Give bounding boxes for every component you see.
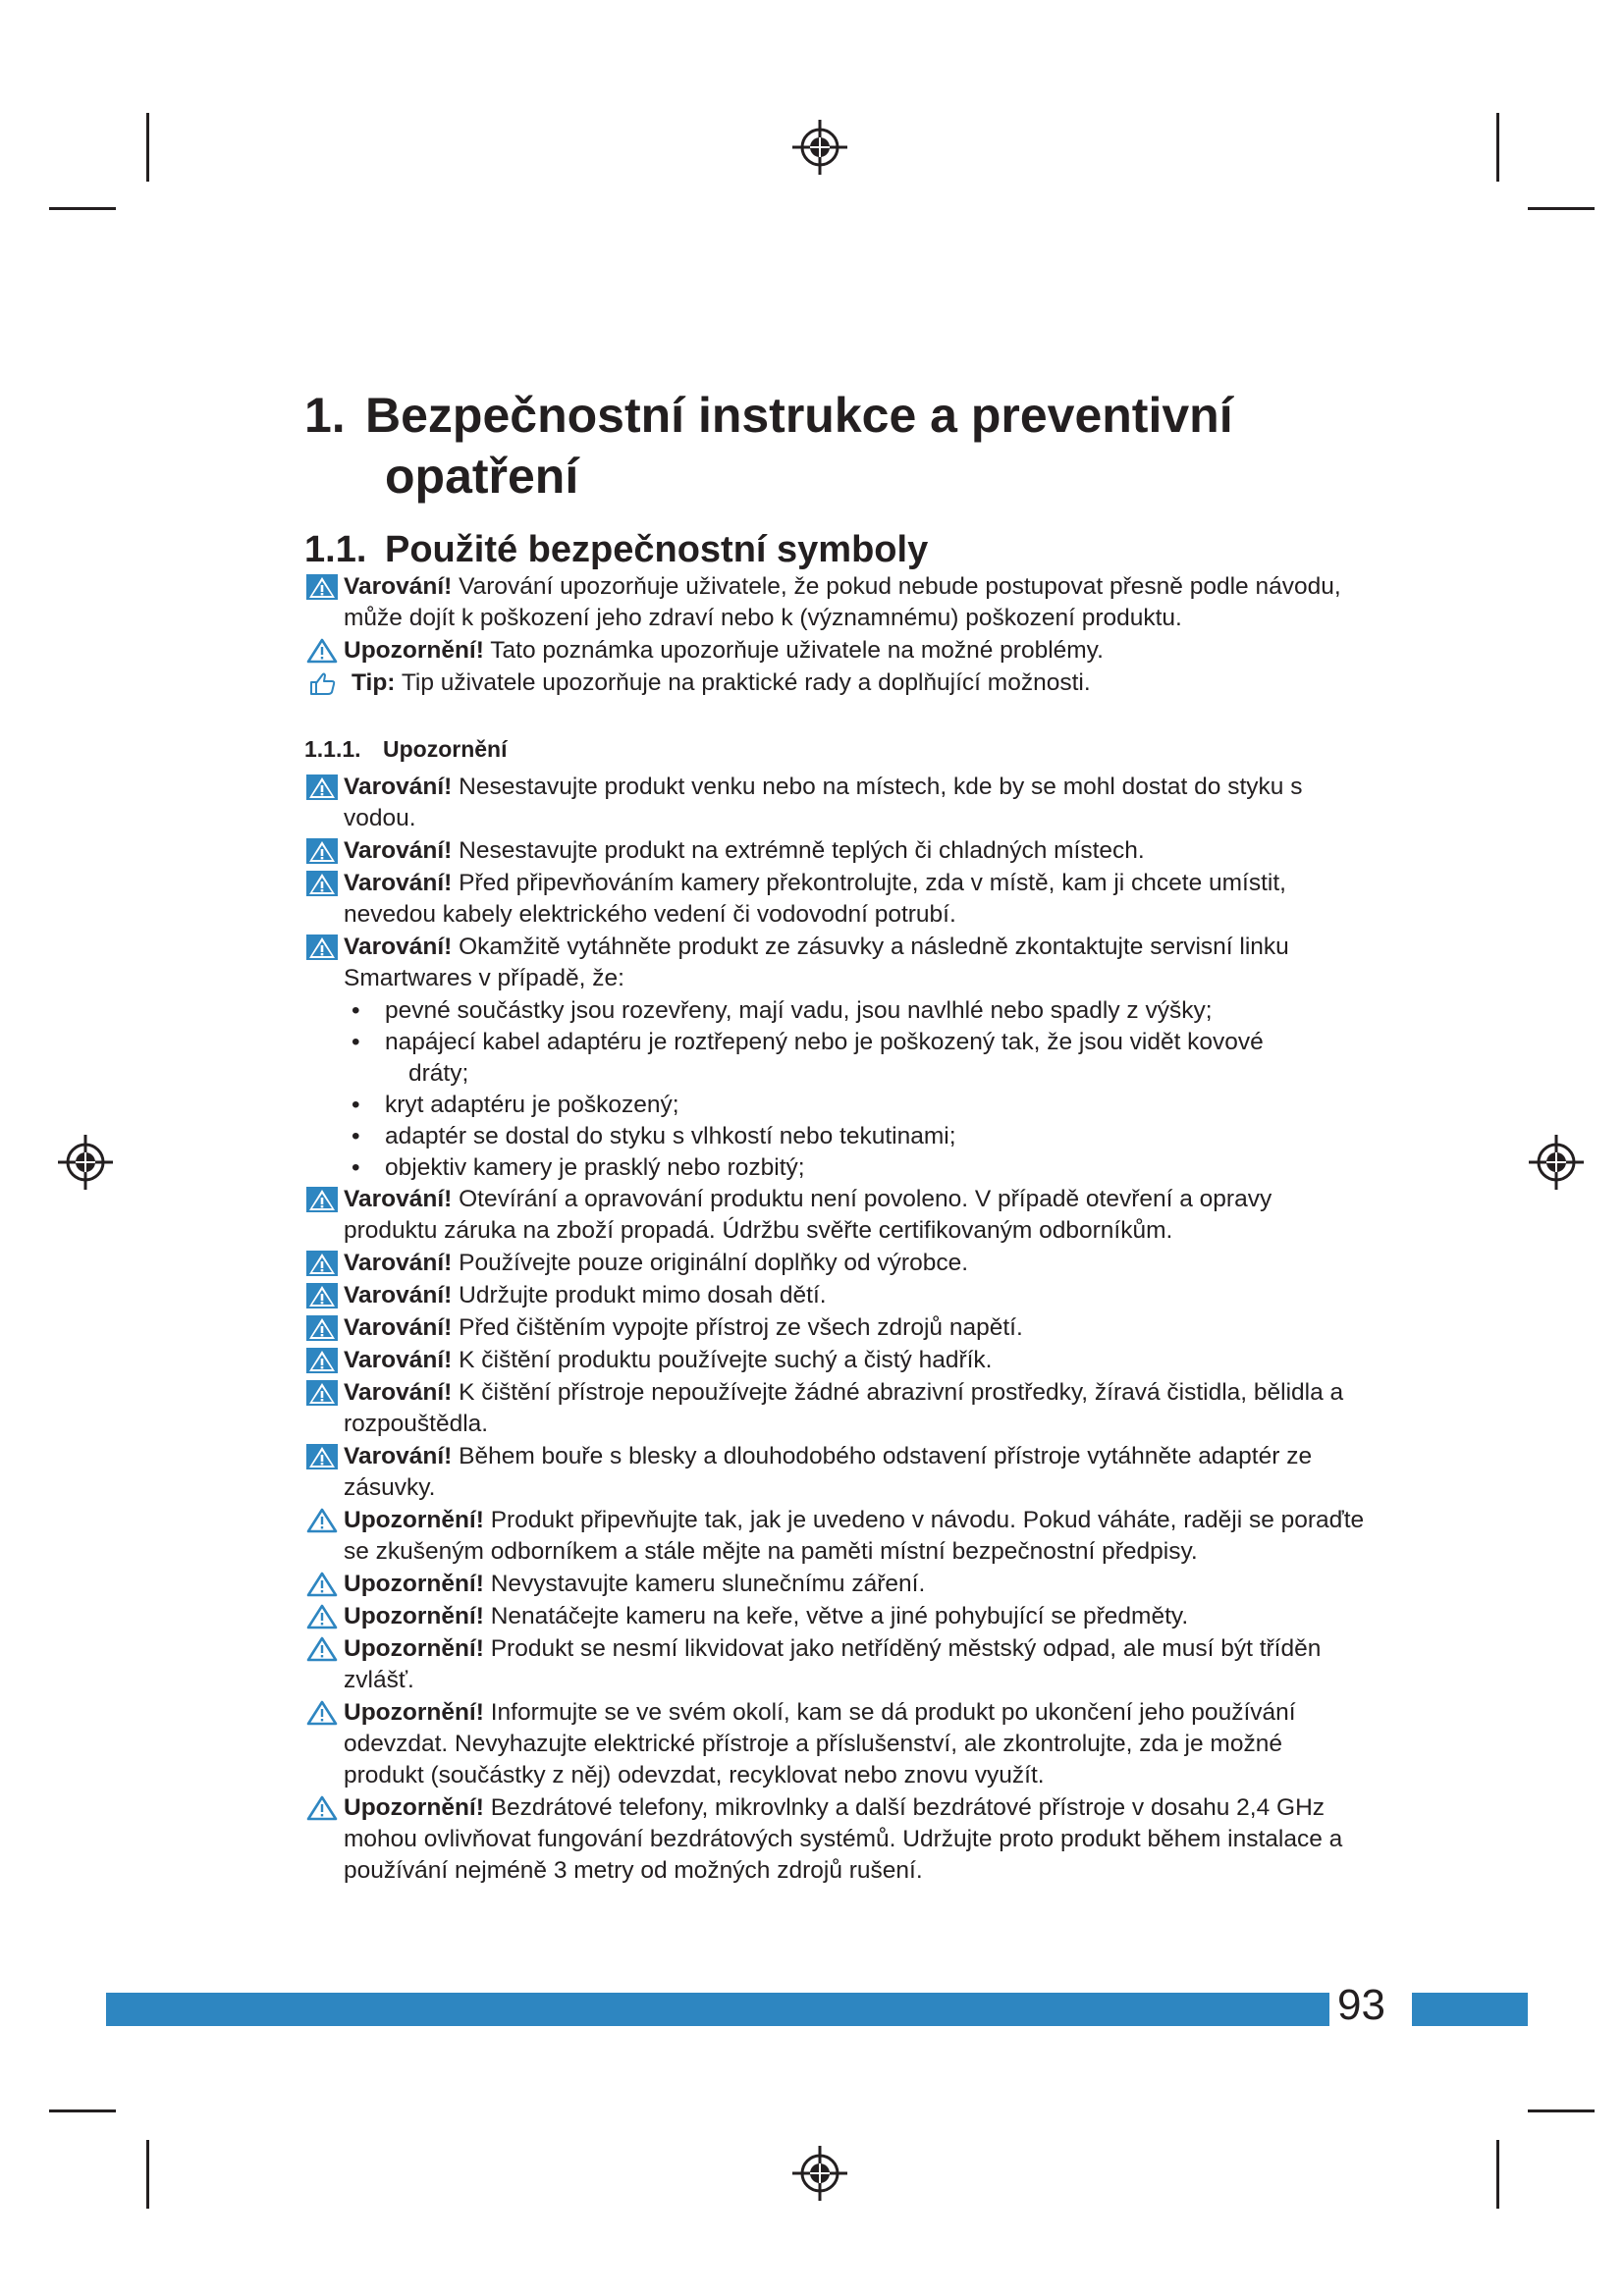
footer-band-right (1412, 1993, 1528, 2026)
crop-mark-bottom-right-vertical (1496, 2140, 1499, 2209)
notice-label: Upozornění! (344, 1794, 484, 1821)
symbol-text: Varování upozorňuje uživatele, že pokud nebude postupovat přesně podle návodu, může dojít k poškození jeho zdraví nebo k (významnému) poškození produktu. (344, 573, 1341, 631)
symbols-list (304, 571, 1365, 699)
symbol-entry-caution (304, 635, 1365, 667)
notice-entry (304, 1441, 1365, 1504)
warning-icon (306, 1348, 338, 1373)
subsection-heading (304, 734, 1365, 764)
chapter-heading (304, 385, 1365, 507)
notice-label: Varování! (344, 1443, 453, 1469)
caution-icon (306, 1795, 338, 1821)
crop-mark-top-right-vertical (1496, 113, 1499, 182)
warning-icon (306, 574, 338, 600)
notice-label: Varování! (344, 1314, 453, 1341)
symbol-entry-tip (304, 667, 1365, 699)
notice-text: Udržujte produkt mimo dosah dětí. (452, 1282, 827, 1308)
notice-label: Varování! (344, 934, 453, 960)
notice-entry (304, 1697, 1365, 1791)
notices-list (304, 772, 1365, 994)
notice-text: K čištění přístroje nepoužívejte žádné abrazivní prostředky, žíravá čistidla, bělidla a rozpouštědla. (344, 1379, 1344, 1437)
symbol-label: Upozornění! (344, 637, 484, 664)
notice-text: Před připevňováním kamery překontrolujte, zda v místě, kam ji chcete umístit, nevedou kabely elektrického vedení či vodovodní potrubí. (344, 870, 1286, 928)
notice-label: Varování! (344, 1186, 453, 1212)
notice-label: Varování! (344, 1250, 453, 1276)
warning-icon (306, 774, 338, 800)
notice-label: Varování! (344, 1379, 453, 1406)
notice-entry (304, 772, 1365, 834)
chapter-title-line2: opatření (385, 449, 579, 504)
notice-text: Okamžitě vytáhněte produkt ze zásuvky a následně zkontaktujte servisní linku Smartwares v případě, že: (344, 934, 1289, 991)
warning-icon (306, 1251, 338, 1276)
notice-entry (304, 1280, 1365, 1311)
notice-entry (304, 1633, 1365, 1696)
bullet-list (304, 995, 1365, 1184)
notice-text: Nevystavujte kameru slunečnímu záření. (483, 1571, 926, 1597)
notice-label: Varování! (344, 1282, 453, 1308)
bullet-text: pevné součástky jsou rozevřeny, mají vadu, jsou navlhlé nebo spadly z výšky; (385, 997, 1213, 1024)
warning-icon (306, 871, 338, 896)
crop-mark-bottom-right-horizontal (1528, 2109, 1595, 2112)
registration-mark-bottom-icon (788, 2142, 851, 2205)
notice-label: Varování! (344, 837, 453, 864)
caution-icon (306, 1636, 338, 1662)
subsection-number: 1.1.1. (304, 736, 361, 762)
notice-text: Před čištěním vypojte přístroj ze všech zdrojů napětí. (452, 1314, 1023, 1341)
notice-entry (304, 1569, 1365, 1600)
warning-icon (306, 1187, 338, 1212)
notice-text: Nesestavujte produkt na extrémně teplých či chladných místech. (452, 837, 1145, 864)
notice-label: Upozornění! (344, 1507, 484, 1533)
notice-label: Upozornění! (344, 1699, 484, 1726)
registration-mark-right-icon (1525, 1131, 1588, 1194)
section-title: Použité bezpečnostní symboly (385, 529, 929, 570)
bullet-text: kryt adaptéru je poškozený; (385, 1092, 679, 1118)
caution-icon (306, 1604, 338, 1629)
notice-label: Varování! (344, 774, 453, 800)
notice-text: Produkt se nesmí likvidovat jako netříděný městský odpad, ale musí být tříděn zvlášť. (344, 1635, 1322, 1693)
crop-mark-top-right-horizontal (1528, 207, 1595, 210)
list-item: • adaptér se dostal do styku s vlhkostí nebo tekutinami; (352, 1123, 956, 1149)
registration-mark-left-icon (54, 1131, 117, 1194)
page-content (304, 385, 1365, 1888)
symbol-text: Tato poznámka upozorňuje uživatele na možné problémy. (483, 637, 1104, 664)
bullet-continuation: dráty; (408, 1060, 469, 1087)
section-heading (304, 528, 1365, 571)
bullet-text: adaptér se dostal do styku s vlhkostí nebo tekutinami; (385, 1123, 956, 1149)
symbol-label: Varování! (344, 573, 453, 600)
bullet-text: napájecí kabel adaptéru je roztřepený nebo je poškozený tak, že jsou vidět kovové (385, 1029, 1264, 1055)
warning-icon (306, 1380, 338, 1406)
notice-text: Nesestavujte produkt venku nebo na místech, kde by se mohl dostat do styku s vodou. (344, 774, 1303, 831)
notice-label: Upozornění! (344, 1635, 484, 1662)
warning-icon (306, 1315, 338, 1341)
bullet-text: objektiv kamery je prasklý nebo rozbitý; (385, 1154, 805, 1181)
notice-entry (304, 868, 1365, 931)
notice-entry (304, 1792, 1365, 1887)
caution-icon (306, 638, 338, 664)
notice-text: K čištění produktu používejte suchý a čistý hadřík. (452, 1347, 993, 1373)
notice-text: Během bouře s blesky a dlouhodobého odstavení přístroje vytáhněte adaptér ze zásuvky. (344, 1443, 1313, 1501)
notice-entry (304, 932, 1365, 994)
notice-entry (304, 1248, 1365, 1279)
list-item: • objektiv kamery je prasklý nebo rozbitý; (352, 1154, 805, 1181)
warning-icon (306, 1444, 338, 1469)
caution-icon (306, 1572, 338, 1597)
crop-mark-bottom-left-vertical (146, 2140, 149, 2209)
notice-entry (304, 835, 1365, 867)
warning-icon (306, 1283, 338, 1308)
crop-mark-bottom-left-horizontal (49, 2109, 116, 2112)
notice-entry (304, 1377, 1365, 1440)
symbol-text: Tip uživatele upozorňuje na praktické rady a doplňující možnosti. (395, 669, 1091, 696)
notice-text: Nenatáčejte kameru na keře, větve a jiné pohybující se předměty. (483, 1603, 1189, 1629)
list-item: • pevné součástky jsou rozevřeny, mají vadu, jsou navlhlé nebo spadly z výšky; (352, 997, 1213, 1024)
notices-list-continued (304, 1184, 1365, 1887)
notice-entry (304, 1601, 1365, 1632)
notice-entry (304, 1505, 1365, 1568)
subsection-title: Upozornění (383, 736, 508, 762)
notice-entry (304, 1184, 1365, 1247)
notice-text: Produkt připevňujte tak, jak je uvedeno v návodu. Pokud váháte, raději se poraďte se zkušeným odborníkem a stále mějte na paměti místní bezpečnostní předpisy. (344, 1507, 1365, 1565)
notice-entry (304, 1312, 1365, 1344)
caution-icon (306, 1508, 338, 1533)
notice-entry (304, 1345, 1365, 1376)
chapter-number: 1. (304, 388, 346, 443)
crop-mark-top-left-vertical (146, 113, 149, 182)
registration-mark-top-icon (788, 116, 851, 179)
list-item: • napájecí kabel adaptéru je roztřepený nebo je poškozený tak, že jsou vidět kovové dráty; (344, 1027, 1365, 1090)
chapter-title-line1: Bezpečnostní instrukce a preventivní (365, 388, 1233, 443)
symbol-label: Tip: (352, 669, 396, 696)
thumbs-up-icon (306, 670, 338, 696)
notice-label: Varování! (344, 870, 453, 896)
notice-text: Informujte se ve svém okolí, kam se dá produkt po ukončení jeho používání odevzdat. Nevyhazujte elektrické přístroje a příslušenství, ale zkontrolujte, zda je možné produkt (součástky z něj) odevzdat, recyklovat nebo znovu využít. (344, 1699, 1296, 1789)
symbol-entry-warning (304, 571, 1365, 634)
caution-icon (306, 1700, 338, 1726)
section-number: 1.1. (304, 529, 367, 570)
notice-text: Používejte pouze originální doplňky od výrobce. (452, 1250, 969, 1276)
notice-text: Otevírání a opravování produktu není povoleno. V případě otevření a opravy produktu záruka na zboží propadá. Údržbu svěřte certifikovaným odborníkům. (344, 1186, 1272, 1244)
warning-icon (306, 934, 338, 960)
crop-mark-top-left-horizontal (49, 207, 116, 210)
notice-label: Varování! (344, 1347, 453, 1373)
footer-band-left (106, 1993, 1329, 2026)
notice-text: Bezdrátové telefony, mikrovlnky a další bezdrátové přístroje v dosahu 2,4 GHz mohou ovlivňovat fungování bezdrátových systémů. Udržujte proto produkt během instalace a používání nejméně 3 metry od možných zdrojů rušení. (344, 1794, 1343, 1884)
notice-label: Upozornění! (344, 1571, 484, 1597)
page-number: 93 (1337, 1981, 1385, 2029)
warning-icon (306, 838, 338, 864)
list-item: • kryt adaptéru je poškozený; (352, 1092, 679, 1118)
notice-label: Upozornění! (344, 1603, 484, 1629)
